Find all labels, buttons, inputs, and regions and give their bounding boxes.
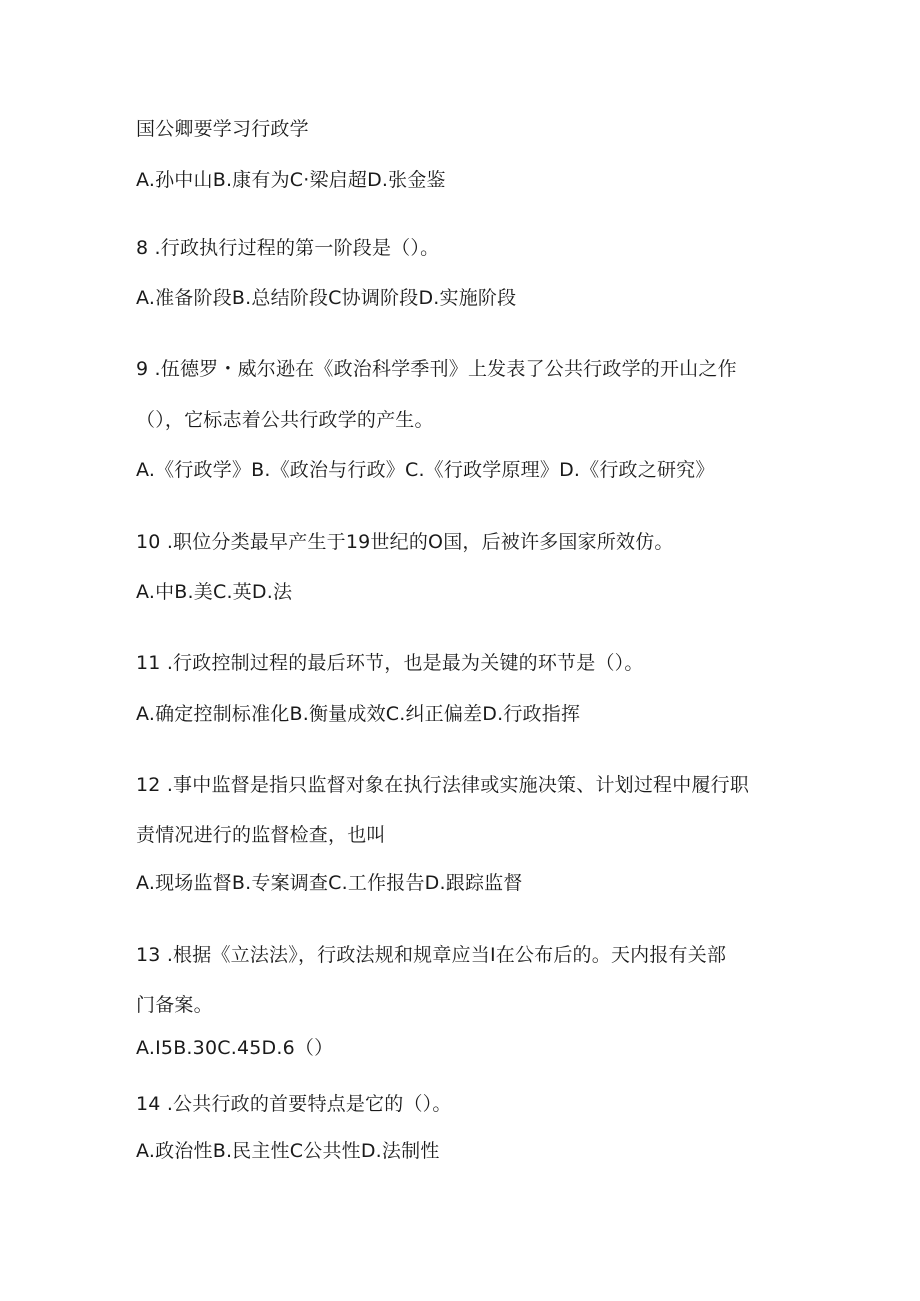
question-13-options: A.I5B.30C.45D.6（） <box>136 1037 334 1059</box>
question-9-stem: 9 .伍德罗・威尔逊在《政治科学季刊》上发表了公共行政学的开山之作 <box>136 358 737 380</box>
question-11-stem: 11 .行政控制过程的最后环节，也是最为关键的环节是（）。 <box>136 652 644 674</box>
question-9-options: A.《行政学》B.《政治与行政》C.《行政学原理》D.《行政之研究》 <box>136 459 715 481</box>
question-11-options: A.确定控制标准化B.衡量成效C.纠正偏差D.行政指挥 <box>136 703 581 725</box>
question-10-options: A.中B.美C.英D.法 <box>136 581 293 603</box>
question-12-stem-cont: 责情况进行的监督检查，也叫 <box>136 824 386 846</box>
question-12-stem: 12 .事中监督是指只监督对象在执行法律或实施决策、计划过程中履行职 <box>136 774 750 796</box>
question-9-stem-cont: （），它标志着公共行政学的产生。 <box>136 409 434 431</box>
question-7-stem-tail: 国公卿要学习行政学 <box>136 118 309 140</box>
question-12-options: A.现场监督B.专案调查C.工作报告D.跟踪监督 <box>136 872 523 894</box>
question-13-stem: 13 .根据《立法法》，行政法规和规章应当I在公布后的。天内报有关部 <box>136 944 727 966</box>
question-8-stem: 8 .行政执行过程的第一阶段是（）。 <box>136 237 440 259</box>
question-7-options: A.孙中山B.康有为C·梁启超D.张金鉴 <box>136 169 446 191</box>
question-14-stem: 14 .公共行政的首要特点是它的（）。 <box>136 1093 452 1115</box>
question-13-stem-cont: 门备案。 <box>136 994 213 1016</box>
question-8-options: A.准备阶段B.总结阶段C协调阶段D.实施阶段 <box>136 287 517 309</box>
question-10-stem: 10 .职位分类最早产生于19世纪的O国，后被许多国家所效仿。 <box>136 531 674 553</box>
question-14-options: A.政治性B.民主性C公共性D.法制性 <box>136 1140 440 1162</box>
